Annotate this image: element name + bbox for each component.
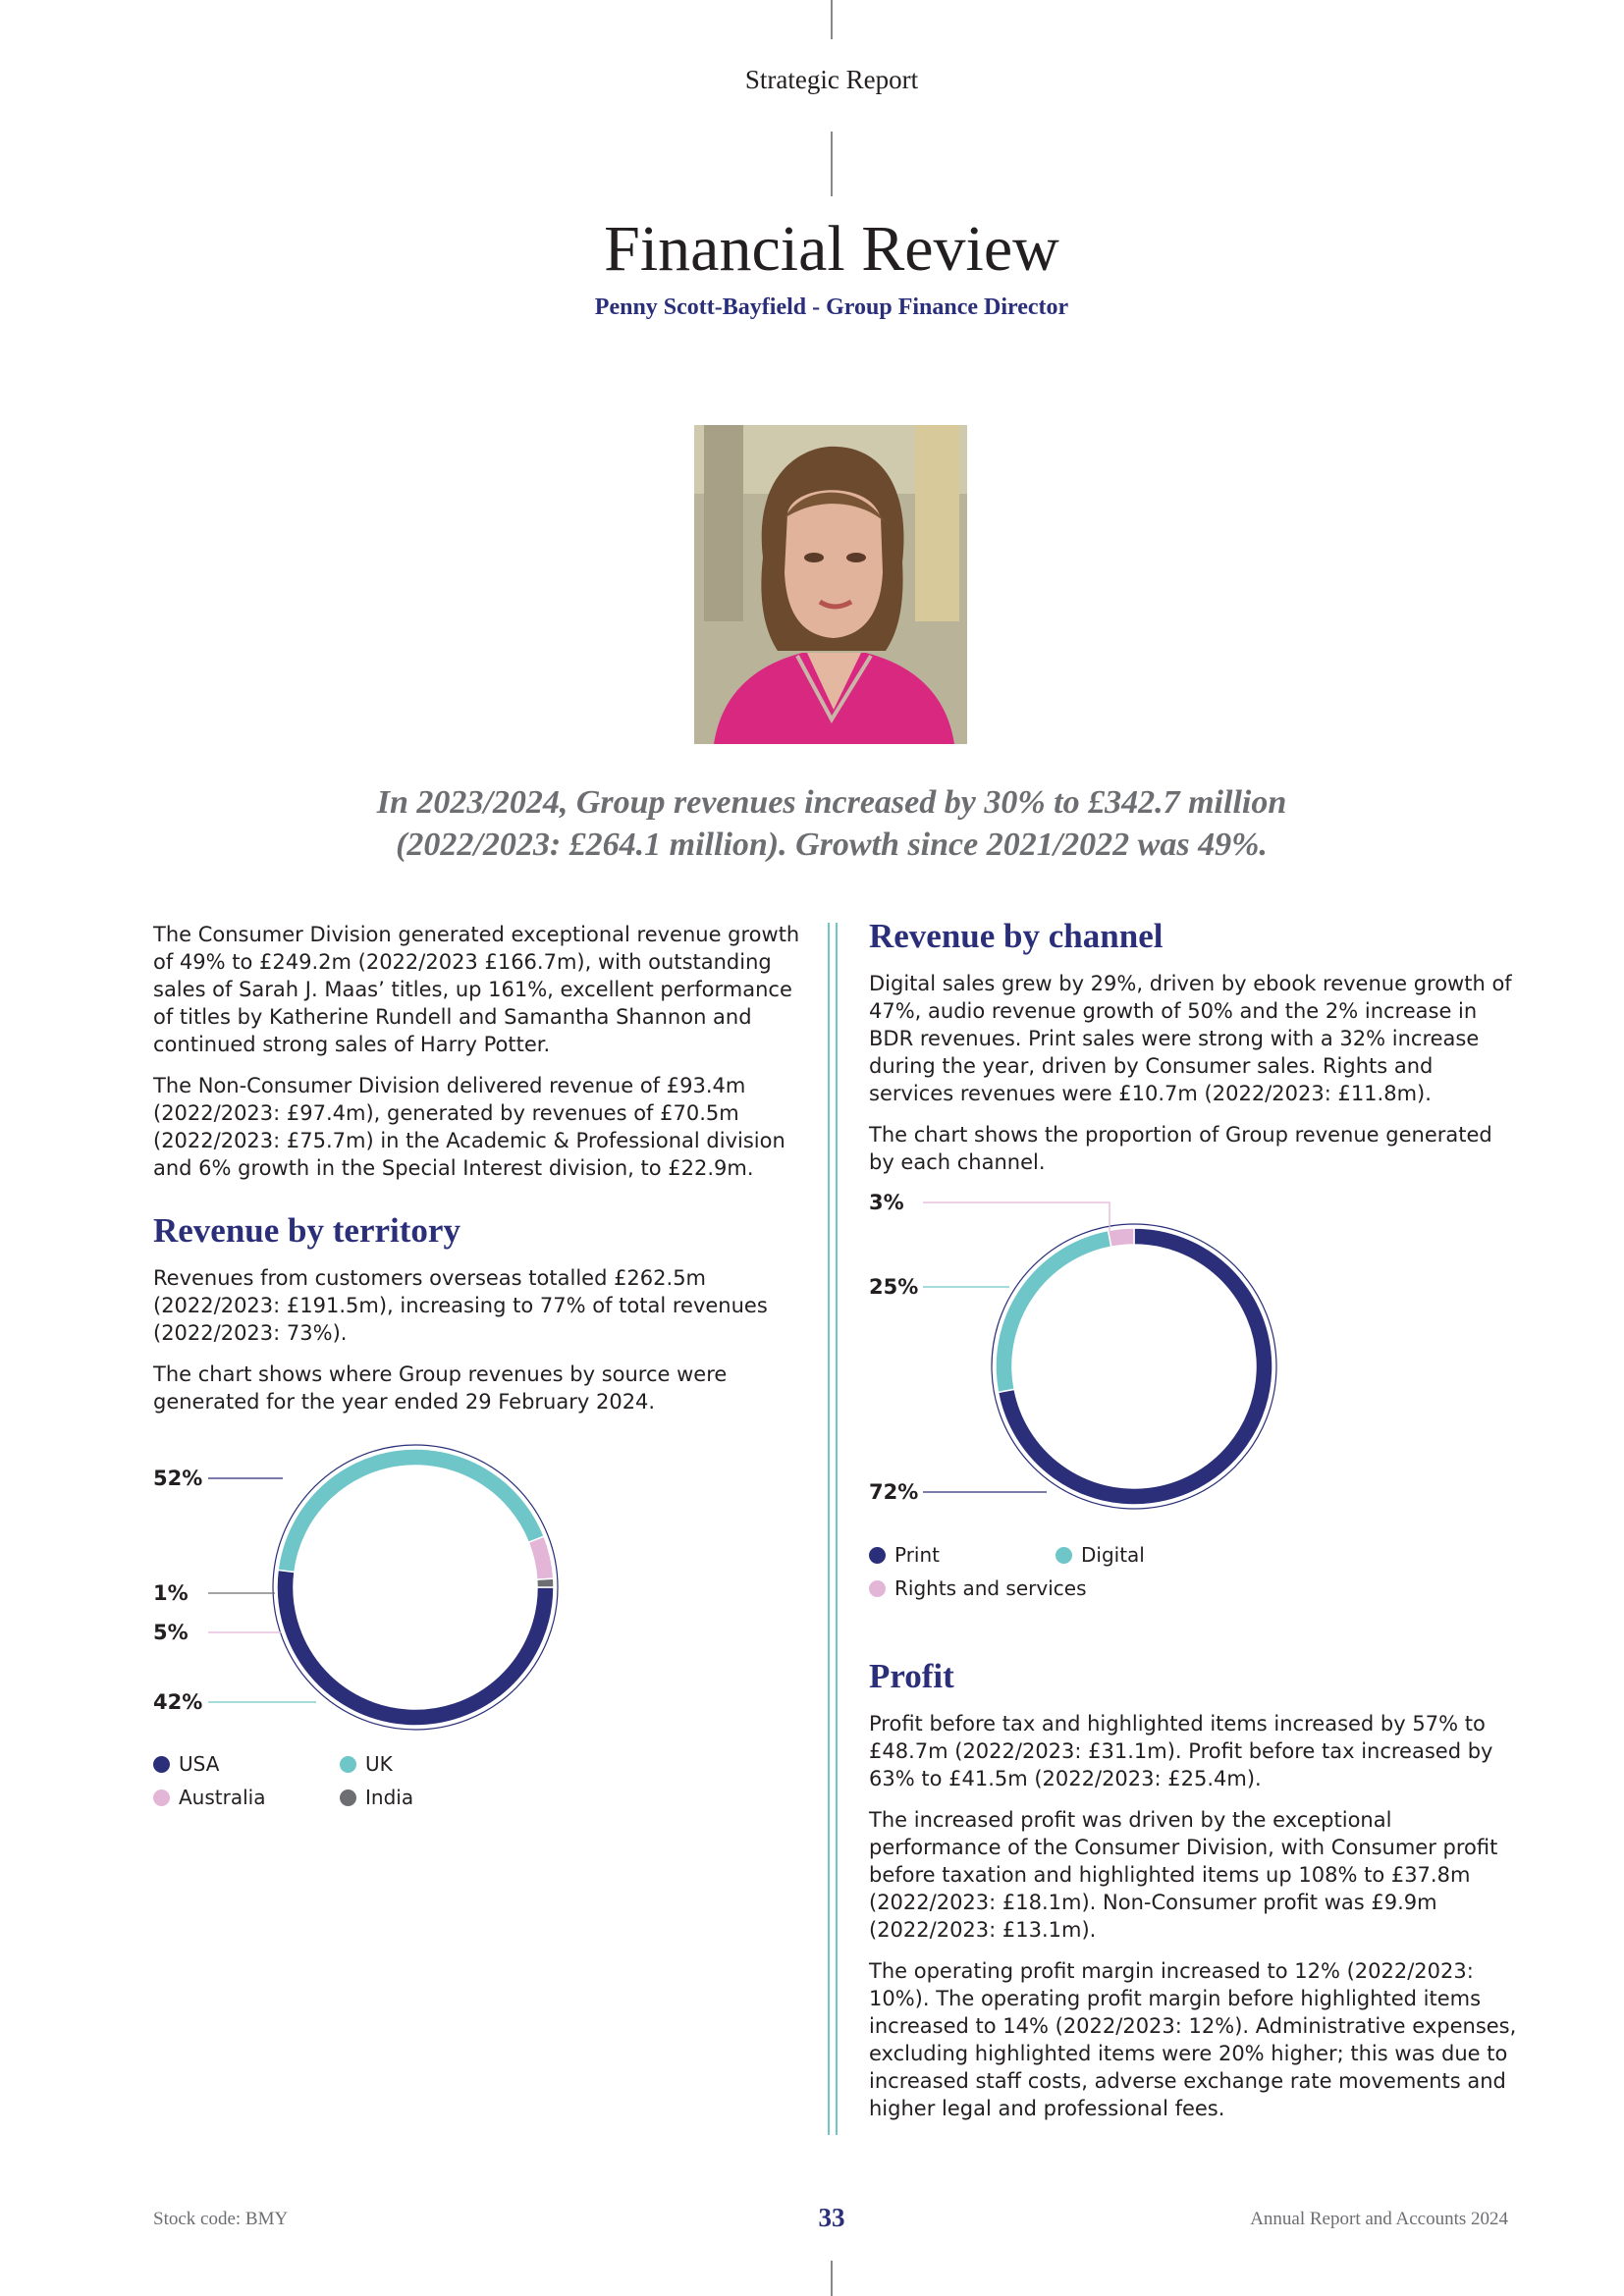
channel-chart-note: The chart shows the proportion of Group revenue generated by each channel. — [869, 1123, 1492, 1174]
legend-dot — [153, 1756, 170, 1773]
territory-slice-india — [537, 1578, 554, 1587]
channel-pct-label: 3% — [869, 1191, 904, 1214]
pull-quote — [226, 781, 1437, 866]
legend-dot — [153, 1789, 170, 1806]
page-title: Financial Review — [604, 213, 1059, 285]
header-rule — [831, 132, 833, 196]
legend-dot — [340, 1789, 356, 1806]
channel-pct-label: 25% — [869, 1275, 919, 1299]
legend-label: USA — [179, 1752, 220, 1776]
section-label: Strategic Report — [744, 65, 919, 94]
channel-paragraph: Digital sales grew by 29%, driven by ebook revenue growth of 47%, audio revenue growth of 50% and the 2% increase in BDR revenues. Print sales were strong with a 32% increase during the year, driven by Consumer sales. Rights and services revenues were £10.7m (2022/2023: £11.8m). — [869, 972, 1512, 1105]
channel-pct-label: 72% — [869, 1480, 919, 1504]
legend-label: Print — [894, 1543, 941, 1567]
channel-outline — [992, 1224, 1276, 1509]
territory-outline — [273, 1445, 558, 1730]
column-divider-2 — [836, 923, 838, 2135]
author-byline: Penny Scott-Bayfield - Group Finance Director — [594, 294, 1069, 320]
pull-quote-line-1: In 2023/2024, Group revenues increased by 30% to £342.7 million — [376, 784, 1287, 821]
legend-dot — [869, 1547, 886, 1564]
profit-heading: Profit — [869, 1657, 954, 1695]
legend-dot — [1056, 1547, 1072, 1564]
right-column-profit — [869, 1657, 1517, 2136]
left-column — [153, 921, 801, 1429]
legend-dot — [340, 1756, 356, 1773]
bottom-rule — [831, 2261, 833, 2296]
portrait-photo — [694, 425, 967, 744]
channel-leader-line — [923, 1202, 1110, 1231]
footer-report-name: Annual Report and Accounts 2024 — [1250, 2209, 1508, 2229]
footer-stock-code: Stock code: BMY — [153, 2209, 289, 2229]
territory-pct-label: 5% — [153, 1621, 189, 1644]
top-rule — [831, 0, 833, 39]
territory-slice-uk — [278, 1449, 544, 1572]
legend-label: Australia — [179, 1786, 266, 1809]
territory-chart-note: The chart shows where Group revenues by source were generated for the year ended 29 February 2024. — [153, 1362, 728, 1414]
channel-slice-rights-and-services — [1109, 1228, 1134, 1247]
legend-label: India — [365, 1786, 414, 1809]
territory-pct-label: 42% — [153, 1690, 203, 1714]
legend-item-print — [869, 1543, 940, 1567]
legend-item-australia — [153, 1786, 265, 1809]
consumer-paragraph: The Consumer Division generated exceptional revenue growth of 49% to £249.2m (2022/2023 £166.7m), with outstanding sales of Sarah J. Maas’ titles, up 161%, excellent performance of titles by Katherine Rundell and Samantha Shannon and continued strong sales of Harry Potter. — [153, 923, 800, 1056]
legend-label: Digital — [1081, 1543, 1145, 1567]
legend-label: UK — [365, 1752, 393, 1776]
legend-item-india — [340, 1786, 413, 1809]
column-divider-1 — [828, 923, 830, 2135]
page-number: 33 — [818, 2203, 845, 2232]
legend-dot — [869, 1580, 886, 1597]
legend-item-usa — [153, 1752, 219, 1776]
non-consumer-paragraph: The Non-Consumer Division delivered revenue of £93.4m (2022/2023: £97.4m), generated by revenues of £70.5m (2022/2023: £75.7m) in the Academic & Professional division and 6% growth in the Special Interest division, to £22.9m. — [153, 1074, 785, 1180]
territory-heading: Revenue by territory — [153, 1211, 460, 1250]
profit-paragraph-1: Profit before tax and highlighted items increased by 57% to £48.7m (2022/2023: £31.1m). Profit before tax increased by 63% to £41.5m (2022/2023: £25.4m). — [869, 1712, 1493, 1790]
territory-slice-australia — [528, 1536, 553, 1579]
channel-slice-print — [998, 1228, 1272, 1505]
legend-item-digital — [1056, 1543, 1145, 1567]
territory-pct-label: 1% — [153, 1581, 189, 1605]
legend-label: Rights and services — [894, 1576, 1087, 1600]
territory-pct-label: 52% — [153, 1467, 203, 1490]
channel-heading: Revenue by channel — [869, 917, 1164, 955]
pull-quote-line-2: (2022/2023: £264.1 million). Growth since 2021/2022 was 49%. — [396, 827, 1268, 863]
right-column-top — [869, 917, 1517, 1190]
portrait-illustration — [694, 425, 967, 744]
legend-item-rights — [869, 1576, 1087, 1600]
territory-slice-usa — [277, 1570, 554, 1726]
channel-slice-digital — [996, 1230, 1111, 1392]
legend-item-uk — [340, 1752, 393, 1776]
territory-paragraph: Revenues from customers overseas totalled £262.5m (2022/2023: £191.5m), increasing to 77% of total revenues (2022/2023: 73%). — [153, 1266, 768, 1345]
profit-paragraph-2: The increased profit was driven by the exceptional performance of the Consumer Division, with Consumer profit before taxation and highlighted items up 108% to £37.8m (2022/2023: £18.1m). Non-Consumer profit was £9.9m (2022/2023: £13.1m). — [869, 1808, 1498, 1942]
profit-paragraph-3: The operating profit margin increased to 12% (2022/2023: 10%). The operating profit margin before highlighted items increased to 14% (2022/2023: 12%). Administrative expenses, excluding highlighted items were 20% higher; this was due to increased staff costs, adverse exchange rate movements and higher legal and professional fees. — [869, 1959, 1517, 2120]
